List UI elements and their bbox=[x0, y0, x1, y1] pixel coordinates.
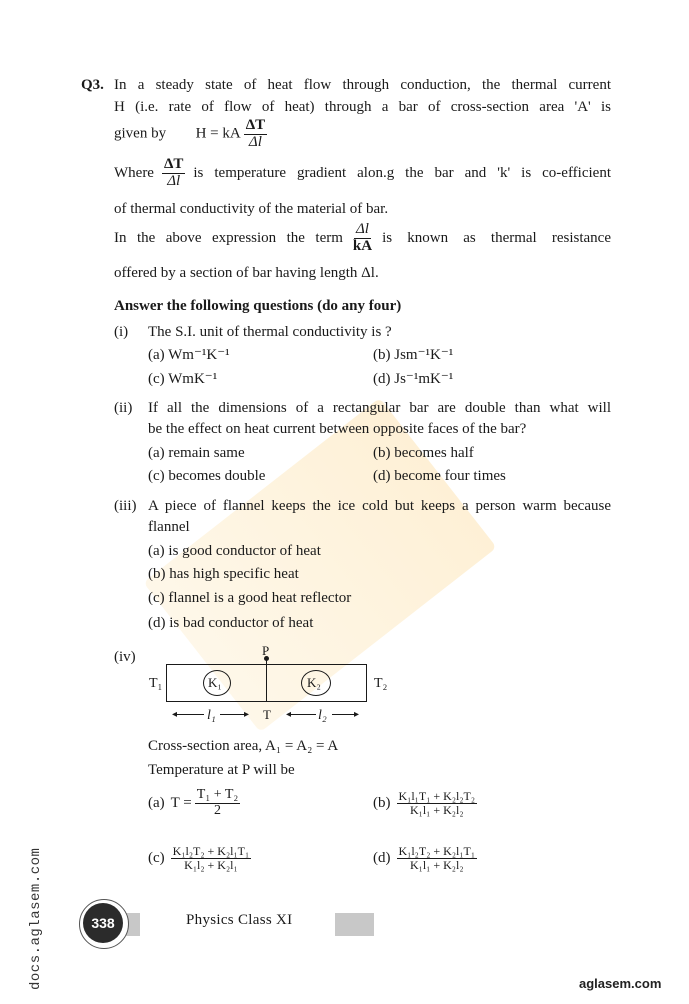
sub-question-text: flannel bbox=[148, 519, 190, 535]
label-k2: K₂ bbox=[307, 675, 321, 690]
formula-lhs: H = kA bbox=[195, 125, 241, 142]
option-c[interactable]: (c) becomes double bbox=[148, 468, 266, 484]
where-rest-text: is temperature gradient alon.g the bar and 'k' is co-efficient bbox=[193, 164, 611, 181]
option-d[interactable]: (d) is bad conductor of heat bbox=[148, 615, 314, 631]
resistance-fraction bbox=[351, 222, 374, 255]
option-a[interactable] bbox=[148, 785, 243, 821]
sub-question-number: (iii) bbox=[114, 498, 137, 514]
arrow-left-icon: ◂ bbox=[286, 709, 292, 720]
offered-line: offered by a section of bar having length Δl. bbox=[114, 265, 379, 281]
option-a-lhs: T = bbox=[170, 794, 192, 811]
page-number-badge bbox=[83, 903, 123, 943]
arrow-right-icon: ▸ bbox=[354, 709, 360, 720]
gradient-fraction bbox=[162, 157, 185, 190]
label-l1: l₁ bbox=[207, 708, 216, 723]
option-a-numerator: T₁ + T₂ bbox=[196, 786, 239, 802]
option-d[interactable]: (d) become four times bbox=[373, 468, 506, 484]
option-c[interactable]: (c) flannel is a good heat reflector bbox=[148, 590, 352, 606]
option-b[interactable]: (b) Jsm⁻¹K⁻¹ bbox=[373, 347, 454, 363]
option-c-label: (c) bbox=[148, 849, 165, 866]
question-line-1: In a steady state of heat flow through conduction, the thermal current bbox=[114, 77, 611, 93]
option-a[interactable]: (a) is good conductor of heat bbox=[148, 543, 321, 559]
formula-denominator: Δl bbox=[248, 133, 262, 150]
where-line bbox=[114, 157, 611, 190]
option-b-fraction bbox=[397, 790, 478, 816]
option-b-label: (b) bbox=[373, 794, 391, 811]
arrow-line-l1-left bbox=[174, 714, 204, 715]
expression-pre-text: In the above expression the term bbox=[114, 229, 343, 246]
option-c-numerator: K₁l₂T₂ + K₂l₁T₁ bbox=[172, 843, 250, 858]
gradient-denominator: Δl bbox=[167, 172, 181, 189]
option-d-fraction bbox=[397, 845, 478, 871]
sub-question-number: (ii) bbox=[114, 400, 133, 416]
resistance-denominator: kA bbox=[352, 237, 373, 254]
arrow-line-l2-left bbox=[288, 714, 316, 715]
temperature-text: Temperature at P will be bbox=[148, 762, 295, 778]
gradient-numerator: ΔT bbox=[163, 156, 184, 172]
question-line-2: H (i.e. rate of flow of heat) through a bar of cross-section area 'A' is bbox=[114, 99, 611, 115]
label-t2: T₂ bbox=[374, 676, 388, 691]
sub-question-number: (iv) bbox=[114, 649, 136, 665]
label-t: T bbox=[263, 707, 271, 722]
cross-section-text: Cross-section area, A₁ = A₂ = A bbox=[148, 738, 339, 754]
option-d[interactable] bbox=[373, 840, 480, 876]
book-title: Physics Class XI bbox=[186, 912, 293, 928]
site-link[interactable]: aglasem.com bbox=[579, 976, 662, 991]
thermal-line: of thermal conductivity of the material of bar. bbox=[114, 201, 389, 217]
label-t1: T₁ bbox=[149, 676, 163, 691]
given-by-line bbox=[114, 118, 270, 151]
sub-question-text: If all the dimensions of a rectangular bar are double than what will bbox=[148, 400, 611, 416]
option-c-denominator: K₁l₂ + K₂l₁ bbox=[184, 857, 238, 872]
formula-fraction bbox=[244, 118, 267, 151]
option-b[interactable] bbox=[373, 785, 480, 821]
junction-line bbox=[266, 658, 267, 701]
label-l2: l₂ bbox=[318, 708, 327, 723]
sub-question-text: A piece of flannel keeps the ice cold but keeps a person warm because bbox=[148, 498, 611, 514]
sub-question-text: The S.I. unit of thermal conductivity is ? bbox=[148, 324, 392, 340]
option-a-denominator: 2 bbox=[214, 802, 222, 818]
option-c[interactable] bbox=[148, 840, 254, 876]
option-b-denominator: K₁l₁ + K₂l₂ bbox=[410, 802, 464, 817]
sub-question-number: (i) bbox=[114, 324, 129, 340]
formula-numerator: ΔT bbox=[245, 117, 266, 133]
label-k1: K₁ bbox=[208, 675, 222, 690]
option-d-numerator: K₁l₂T₂ + K₂l₁T₁ bbox=[398, 843, 476, 858]
arrow-right-icon: ▸ bbox=[244, 709, 250, 720]
expression-line bbox=[114, 222, 611, 255]
where-text: Where bbox=[114, 164, 154, 181]
expression-post-text: is known as thermal resistance bbox=[382, 229, 611, 246]
label-p: P bbox=[262, 643, 270, 658]
option-d-label: (d) bbox=[373, 849, 391, 866]
option-d-denominator: K₁l₁ + K₂l₂ bbox=[410, 857, 464, 872]
page-number: 338 bbox=[91, 915, 115, 931]
question-number: Q3. bbox=[81, 77, 104, 93]
arrow-left-icon: ◂ bbox=[172, 709, 178, 720]
option-a[interactable]: (a) Wm⁻¹K⁻¹ bbox=[148, 347, 230, 363]
option-d[interactable]: (d) Js⁻¹mK⁻¹ bbox=[373, 371, 454, 387]
sub-question-text: be the effect on heat current between opposite faces of the bar? bbox=[148, 421, 527, 437]
given-by-text: given by bbox=[114, 125, 167, 142]
side-watermark: docs.aglasem.com bbox=[28, 847, 44, 990]
option-a[interactable]: (a) remain same bbox=[148, 445, 245, 461]
option-a-label: (a) bbox=[148, 794, 165, 811]
option-b[interactable]: (b) becomes half bbox=[373, 445, 474, 461]
option-b[interactable]: (b) has high specific heat bbox=[148, 566, 299, 582]
option-b-numerator: K₁l₁T₁ + K₂l₂T₂ bbox=[398, 788, 476, 803]
option-c[interactable]: (c) WmK⁻¹ bbox=[148, 371, 218, 387]
instruction-heading: Answer the following questions (do any four) bbox=[114, 298, 402, 314]
option-a-fraction bbox=[195, 788, 241, 818]
option-c-fraction bbox=[171, 845, 252, 871]
resistance-numerator: Δl bbox=[356, 221, 369, 237]
